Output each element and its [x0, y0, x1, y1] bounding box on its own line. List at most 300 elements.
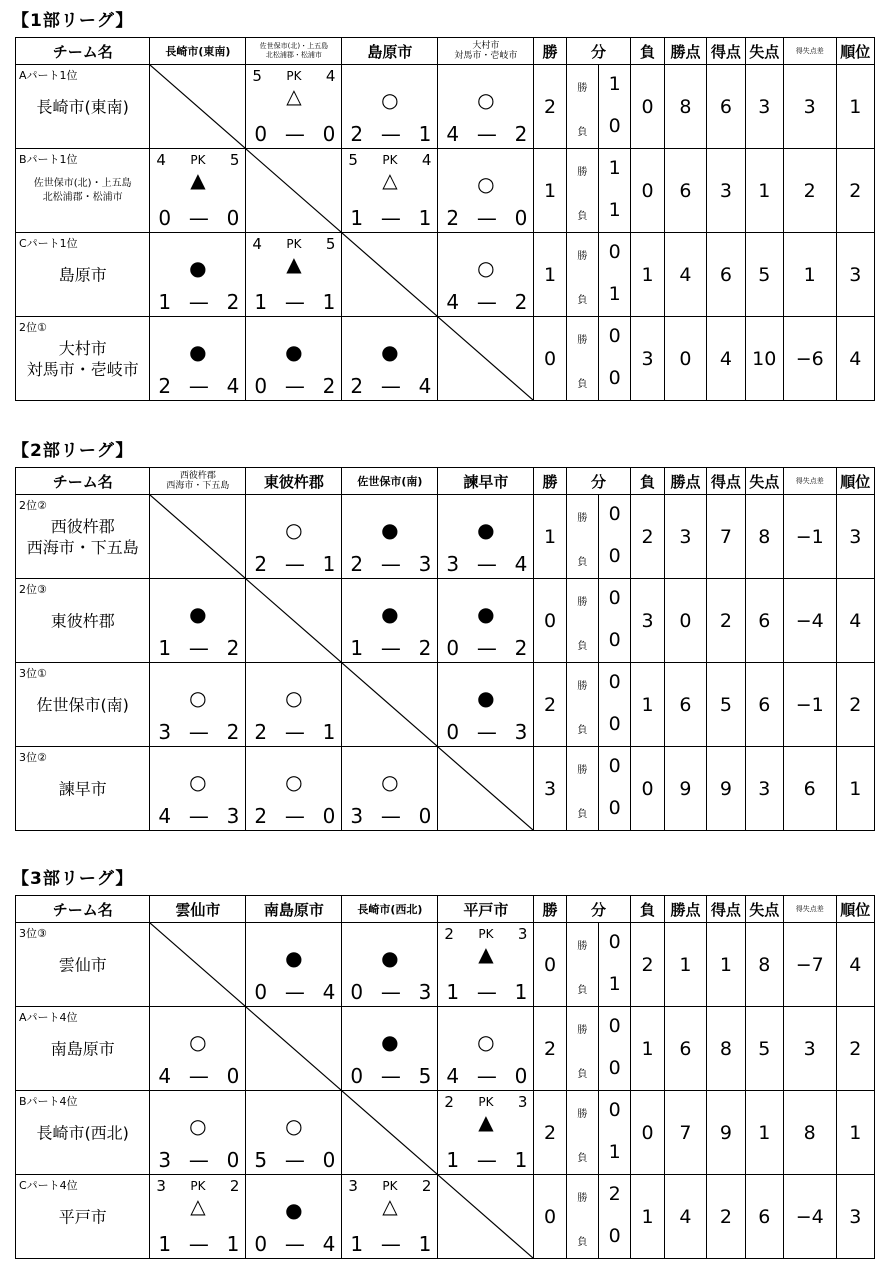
match-result-cell: [246, 1091, 342, 1175]
result-mark-icon: ●: [381, 340, 399, 364]
draw-pk-loss: 1: [608, 973, 621, 995]
goal-difference: −4: [783, 579, 836, 663]
score-home: 4: [158, 804, 172, 828]
wins: 2: [534, 1007, 566, 1091]
result-mark-icon: ○: [285, 686, 303, 710]
team-cell: [16, 1007, 150, 1091]
wins: 1: [534, 149, 566, 233]
header-draw: 分: [566, 468, 631, 495]
header-win: 勝: [534, 468, 566, 495]
match-result-cell: [246, 233, 342, 317]
losses: 3: [631, 317, 664, 401]
league-title: 【3部リーグ】: [12, 869, 134, 889]
match-result-cell: [150, 579, 246, 663]
score-away: 1: [514, 1148, 528, 1172]
text-line: 島原市: [367, 42, 413, 61]
score-away: 4: [322, 980, 336, 1004]
self-match-cell: [438, 747, 534, 831]
team-name: [16, 611, 149, 632]
header-loss: 負: [631, 896, 664, 923]
match-score: [350, 552, 431, 576]
score-away: 0: [322, 1148, 336, 1172]
points: 1: [664, 923, 706, 1007]
team-row: [16, 579, 875, 663]
draw-pk-win: 0: [608, 755, 621, 777]
draw-win-label: 勝: [577, 335, 588, 346]
score-away: 0: [514, 206, 528, 230]
score-away: 1: [418, 206, 432, 230]
pk-label: PK: [190, 1179, 206, 1193]
score-home: 0: [254, 1232, 268, 1256]
draw-loss-label: 負: [577, 211, 588, 222]
match-score: [446, 206, 527, 230]
pk-away: 5: [325, 235, 336, 253]
match-score: [446, 1064, 527, 1088]
team-qualifier: 2位①: [19, 321, 47, 334]
rank: 3: [836, 233, 875, 317]
result-mark-icon: ●: [285, 1198, 303, 1222]
text-line: 南島原市: [263, 900, 324, 919]
goal-difference: 8: [783, 1091, 836, 1175]
pk-score: [348, 152, 431, 168]
match-score: [446, 290, 527, 314]
team-row: [16, 495, 875, 579]
draw-win-label: 勝: [577, 83, 588, 94]
draw-loss-label: 負: [577, 379, 588, 390]
match-result-cell: [438, 1091, 534, 1175]
goals-for: 6: [707, 65, 745, 149]
score-home: 1: [350, 636, 364, 660]
header-opponent: [246, 896, 342, 923]
draw-labels: [566, 663, 598, 747]
header-loss: 負: [631, 38, 664, 65]
team-row: [16, 747, 875, 831]
header-opponent: [342, 38, 438, 65]
header-points: 勝点: [664, 38, 706, 65]
result-mark-icon: ▲: [190, 168, 206, 192]
score-dash: —: [188, 290, 209, 314]
score-home: 3: [446, 552, 460, 576]
text-line: 平戸市: [463, 900, 509, 919]
pk-away: 2: [421, 1177, 432, 1195]
draw-win-label: 勝: [577, 681, 588, 692]
points: 4: [664, 1175, 706, 1259]
draw-loss-label: 負: [577, 127, 588, 138]
pk-home: 2: [444, 1093, 454, 1111]
score-away: 1: [322, 720, 336, 744]
pk-label: PK: [286, 237, 302, 251]
score-home: 0: [158, 206, 172, 230]
match-result-cell: [342, 579, 438, 663]
draw-pk-loss: 0: [608, 1225, 621, 1247]
pk-score: [348, 1178, 431, 1194]
text-line: 佐世保市(北)・上五島: [33, 178, 132, 189]
goal-difference: −1: [783, 495, 836, 579]
pk-away: 3: [517, 1093, 528, 1111]
result-mark-icon: ●: [381, 518, 399, 542]
score-home: 2: [350, 374, 364, 398]
match-result-cell: [150, 233, 246, 317]
score-dash: —: [380, 1064, 401, 1088]
match-result-cell: [342, 317, 438, 401]
result-mark-icon: ●: [189, 602, 207, 626]
score-dash: —: [476, 720, 497, 744]
goals-against: 10: [745, 317, 783, 401]
wins: 2: [534, 1091, 566, 1175]
score-home: 0: [254, 374, 268, 398]
pk-home: 4: [252, 235, 262, 253]
text-line: 長崎市(西北): [357, 903, 423, 916]
goals-for: 2: [707, 1175, 745, 1259]
self-match-cell: [438, 317, 534, 401]
score-dash: —: [284, 720, 305, 744]
team-cell: [16, 317, 150, 401]
result-mark-icon: ○: [477, 256, 495, 280]
league-title: 【1部リーグ】: [12, 11, 134, 31]
text-line: 雲仙市: [175, 900, 221, 919]
self-match-cell: [342, 663, 438, 747]
pk-away: 5: [229, 151, 240, 169]
team-cell: [16, 65, 150, 149]
result-mark-icon: ●: [285, 946, 303, 970]
losses: 1: [631, 663, 664, 747]
wins: 1: [534, 495, 566, 579]
draw-pk-win: 1: [608, 73, 621, 95]
pk-home: 5: [348, 151, 358, 169]
draw-values: [599, 579, 631, 663]
match-score: [350, 206, 431, 230]
goals-against: 8: [745, 923, 783, 1007]
losses: 0: [631, 65, 664, 149]
pk-label: PK: [190, 153, 206, 167]
header-goals-for: 得点: [707, 468, 745, 495]
result-mark-icon: ●: [477, 518, 495, 542]
pk-score: [156, 152, 239, 168]
match-result-cell: [150, 1091, 246, 1175]
wins: 2: [534, 65, 566, 149]
draw-pk-win: 2: [608, 1183, 621, 1205]
team-name: [16, 1039, 149, 1060]
wins: 3: [534, 747, 566, 831]
text-line: 北松浦郡・松浦市: [265, 51, 322, 59]
score-away: 2: [514, 122, 528, 146]
result-mark-icon: ●: [189, 340, 207, 364]
pk-label: PK: [382, 1179, 398, 1193]
score-dash: —: [476, 206, 497, 230]
team-cell: [16, 747, 150, 831]
score-home: 0: [254, 122, 268, 146]
draw-values: [599, 317, 631, 401]
points: 0: [664, 579, 706, 663]
draw-win-label: 勝: [577, 167, 588, 178]
draw-win-label: 勝: [577, 513, 588, 524]
result-mark-icon: ○: [189, 770, 207, 794]
match-result-cell: [246, 663, 342, 747]
match-result-cell: [150, 747, 246, 831]
goal-difference: 1: [783, 233, 836, 317]
rank: 1: [836, 747, 875, 831]
header-team: チーム名: [16, 38, 150, 65]
score-away: 2: [226, 720, 240, 744]
score-dash: —: [284, 122, 305, 146]
score-away: 2: [514, 636, 528, 660]
header-opponent: [246, 468, 342, 495]
match-score: [350, 1064, 431, 1088]
draw-loss-label: 負: [577, 809, 588, 820]
goals-for: 8: [707, 1007, 745, 1091]
header-rank: 順位: [836, 896, 875, 923]
draw-values: [599, 65, 631, 149]
wins: 2: [534, 663, 566, 747]
draw-values: [599, 1091, 631, 1175]
wins: 0: [534, 1175, 566, 1259]
goals-for: 7: [707, 495, 745, 579]
score-away: 0: [514, 1064, 528, 1088]
text-line: 平戸市: [58, 1207, 107, 1227]
goals-against: 8: [745, 495, 783, 579]
result-mark-icon: ▲: [286, 252, 302, 276]
losses: 3: [631, 579, 664, 663]
match-score: [158, 720, 239, 744]
losses: 1: [631, 1175, 664, 1259]
match-score: [446, 980, 527, 1004]
text-line: 南島原市: [50, 1039, 115, 1059]
header-rank: 順位: [836, 38, 875, 65]
match-result-cell: [438, 233, 534, 317]
match-result-cell: [342, 923, 438, 1007]
result-mark-icon: ●: [381, 602, 399, 626]
goals-for: 9: [707, 747, 745, 831]
goals-for: 5: [707, 663, 745, 747]
score-home: 2: [254, 804, 268, 828]
draw-win-label: 勝: [577, 251, 588, 262]
draw-pk-win: 0: [608, 931, 621, 953]
header-rank: 順位: [836, 468, 875, 495]
self-match-cell: [342, 233, 438, 317]
draw-win-label: 勝: [577, 597, 588, 608]
draw-values: [599, 923, 631, 1007]
rank: 3: [836, 1175, 875, 1259]
match-score: [350, 804, 431, 828]
score-home: 0: [446, 720, 460, 744]
text-line: 西彼杵郡: [50, 517, 115, 536]
points: 9: [664, 747, 706, 831]
score-home: 1: [158, 290, 172, 314]
goals-against: 6: [745, 579, 783, 663]
result-mark-icon: ●: [285, 340, 303, 364]
header-opponent: [438, 468, 534, 495]
rank: 1: [836, 1091, 875, 1175]
league-table: [15, 37, 875, 401]
score-home: 0: [254, 980, 268, 1004]
team-qualifier: 2位③: [19, 583, 47, 596]
draw-pk-loss: 0: [608, 1057, 621, 1079]
header-opponent: [246, 38, 342, 65]
score-home: 2: [254, 720, 268, 744]
result-mark-icon: ○: [285, 518, 303, 542]
score-dash: —: [188, 720, 209, 744]
draw-values: [599, 233, 631, 317]
draw-pk-win: 0: [608, 1099, 621, 1121]
pk-label: PK: [478, 927, 494, 941]
draw-win-label: 勝: [577, 765, 588, 776]
team-qualifier: Cパート1位: [19, 237, 78, 250]
pk-score: [252, 68, 335, 84]
match-score: [350, 122, 431, 146]
wins: 0: [534, 579, 566, 663]
league-table: [15, 895, 875, 1259]
score-away: 3: [418, 552, 432, 576]
match-result-cell: [246, 65, 342, 149]
draw-values: [599, 747, 631, 831]
self-match-cell: [150, 65, 246, 149]
team-cell: [16, 495, 150, 579]
goal-difference: −1: [783, 663, 836, 747]
rank: 2: [836, 1007, 875, 1091]
result-mark-icon: ●: [477, 686, 495, 710]
match-result-cell: [438, 1007, 534, 1091]
score-home: 3: [350, 804, 364, 828]
self-match-cell: [342, 1091, 438, 1175]
score-home: 4: [446, 122, 460, 146]
match-result-cell: [150, 1175, 246, 1259]
score-dash: —: [188, 1064, 209, 1088]
draw-labels: [566, 747, 598, 831]
result-mark-icon: ○: [477, 1030, 495, 1054]
header-opponent: [342, 468, 438, 495]
match-score: [446, 720, 527, 744]
result-mark-icon: ○: [285, 770, 303, 794]
draw-win-label: 勝: [577, 1109, 588, 1120]
score-away: 1: [322, 290, 336, 314]
text-line: 佐世保市(南): [36, 695, 129, 715]
rank: 3: [836, 495, 875, 579]
losses: 0: [631, 1091, 664, 1175]
team-cell: [16, 579, 150, 663]
losses: 0: [631, 747, 664, 831]
draw-pk-loss: 1: [608, 283, 621, 305]
pk-home: 2: [444, 925, 454, 943]
result-mark-icon: ●: [477, 602, 495, 626]
team-cell: [16, 233, 150, 317]
score-dash: —: [188, 804, 209, 828]
text-line: 北松浦郡・松浦市: [42, 192, 123, 203]
score-dash: —: [284, 980, 305, 1004]
header-goals-against: 失点: [745, 896, 783, 923]
header-goal-diff: 得失点差: [783, 38, 836, 65]
goal-difference: 6: [783, 747, 836, 831]
score-dash: —: [284, 1232, 305, 1256]
score-away: 4: [514, 552, 528, 576]
match-score: [158, 1232, 239, 1256]
points: 3: [664, 495, 706, 579]
header-points: 勝点: [664, 896, 706, 923]
score-dash: —: [188, 1148, 209, 1172]
wins: 0: [534, 317, 566, 401]
score-away: 5: [418, 1064, 432, 1088]
team-name: [16, 955, 149, 976]
header-goals-for: 得点: [707, 38, 745, 65]
header-points: 勝点: [664, 468, 706, 495]
wins: 1: [534, 233, 566, 317]
draw-values: [599, 1007, 631, 1091]
draw-loss-label: 負: [577, 557, 588, 568]
draw-pk-loss: 1: [608, 1141, 621, 1163]
match-result-cell: [438, 663, 534, 747]
draw-pk-win: 0: [608, 503, 621, 525]
match-score: [350, 1232, 431, 1256]
text-line: 西海市・下五島: [166, 481, 230, 491]
match-score: [254, 122, 335, 146]
team-name: [16, 779, 149, 800]
pk-home: 4: [156, 151, 166, 169]
pk-score: [252, 236, 335, 252]
text-line: 大村市: [472, 41, 500, 51]
goal-difference: 2: [783, 149, 836, 233]
match-result-cell: [150, 1007, 246, 1091]
match-result-cell: [342, 747, 438, 831]
draw-labels: [566, 1007, 598, 1091]
self-match-cell: [150, 495, 246, 579]
draw-labels: [566, 317, 598, 401]
score-home: 3: [158, 1148, 172, 1172]
points: 6: [664, 1007, 706, 1091]
score-home: 1: [158, 636, 172, 660]
team-row: [16, 663, 875, 747]
match-result-cell: [342, 1007, 438, 1091]
score-dash: —: [284, 374, 305, 398]
draw-win-label: 勝: [577, 941, 588, 952]
text-line: 諫早市: [58, 779, 107, 799]
draw-values: [599, 149, 631, 233]
pk-label: PK: [286, 69, 302, 83]
result-mark-icon: ○: [477, 172, 495, 196]
draw-labels: [566, 495, 598, 579]
score-dash: —: [380, 374, 401, 398]
match-result-cell: [150, 317, 246, 401]
result-mark-icon: △: [382, 1194, 398, 1218]
match-result-cell: [438, 149, 534, 233]
points: 4: [664, 233, 706, 317]
text-line: 雲仙市: [58, 955, 107, 975]
score-home: 0: [350, 1064, 364, 1088]
match-score: [446, 552, 527, 576]
text-line: 対馬市・壱岐市: [26, 360, 139, 379]
draw-loss-label: 負: [577, 1069, 588, 1080]
score-away: 1: [226, 1232, 240, 1256]
score-dash: —: [380, 122, 401, 146]
team-cell: [16, 1091, 150, 1175]
text-line: 島原市: [58, 265, 107, 285]
points: 6: [664, 149, 706, 233]
goals-for: 2: [707, 579, 745, 663]
draw-values: [599, 495, 631, 579]
team-qualifier: 2位②: [19, 499, 47, 512]
match-result-cell: [246, 1175, 342, 1259]
match-result-cell: [342, 1175, 438, 1259]
score-home: 2: [446, 206, 460, 230]
team-row: [16, 1175, 875, 1259]
score-home: 4: [446, 290, 460, 314]
result-mark-icon: ▲: [478, 942, 494, 966]
team-row: [16, 65, 875, 149]
score-home: 1: [158, 1232, 172, 1256]
goal-difference: −6: [783, 317, 836, 401]
losses: 2: [631, 923, 664, 1007]
draw-loss-label: 負: [577, 295, 588, 306]
team-row: [16, 149, 875, 233]
header-row: [16, 896, 875, 923]
